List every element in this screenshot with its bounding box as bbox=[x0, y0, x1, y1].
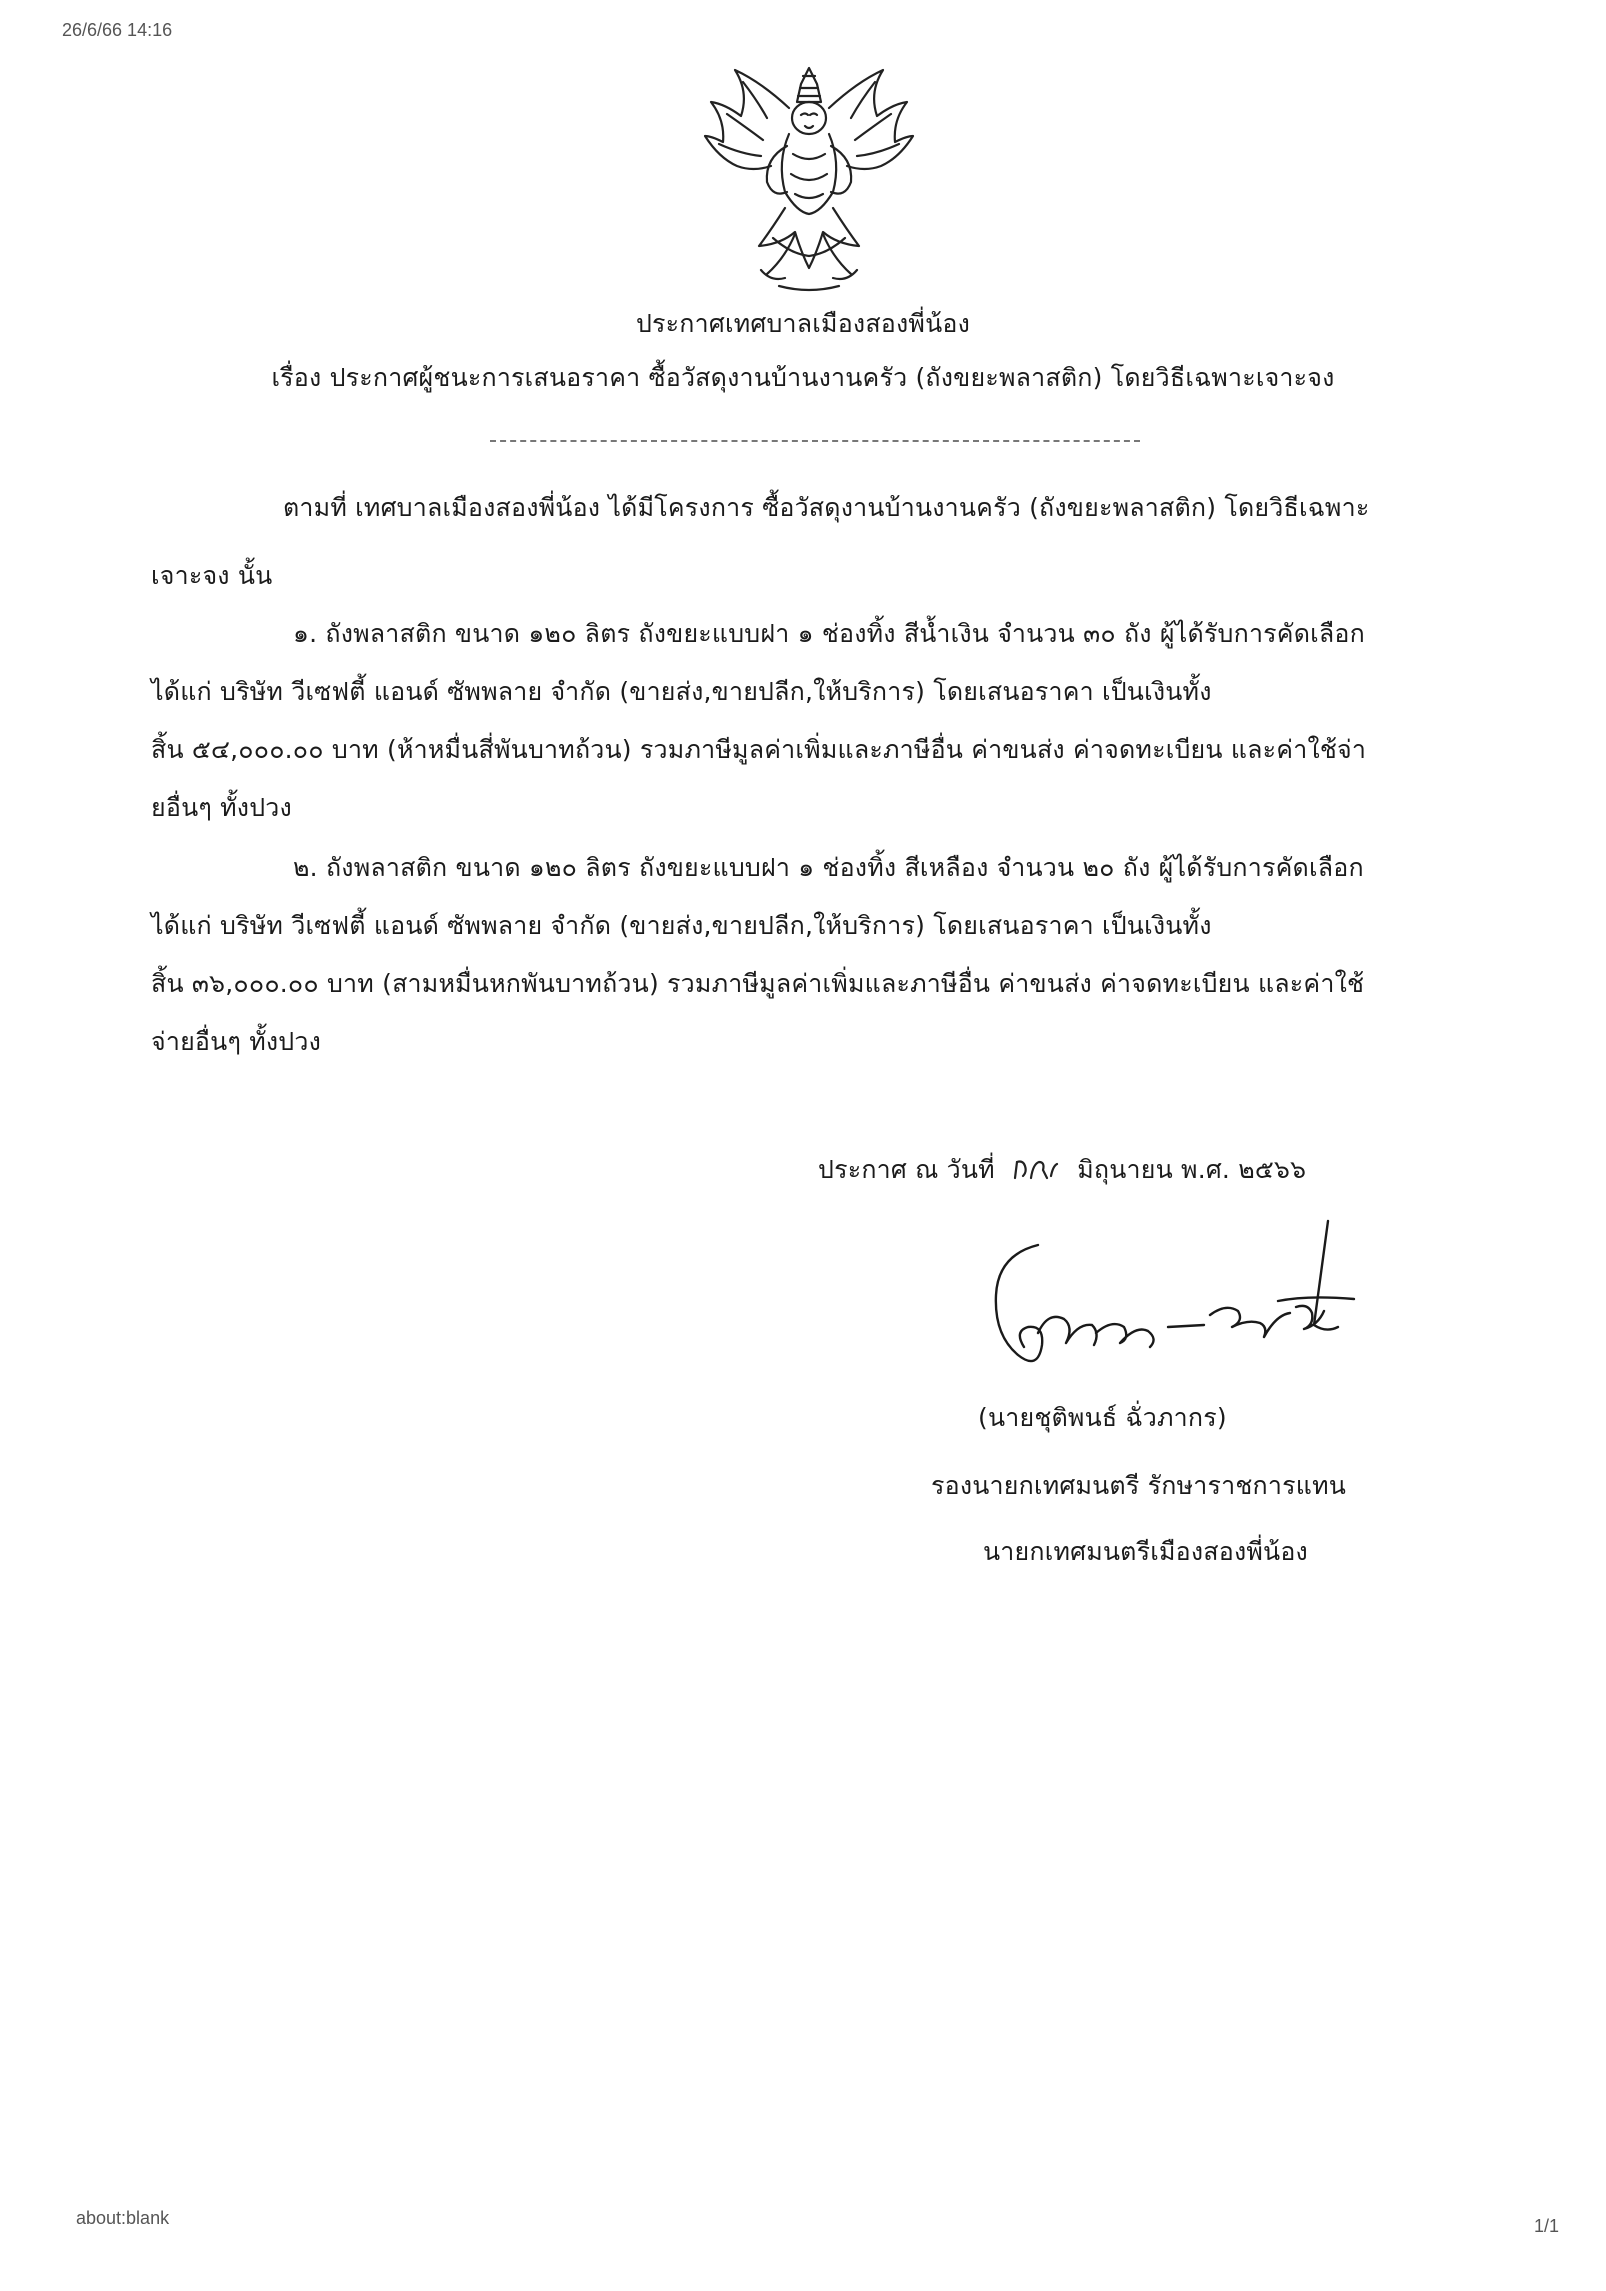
signatory-position: รองนายกเทศมนตรี รักษาราชการแทน bbox=[931, 1471, 1347, 1500]
signatory-office: นายกเทศมนตรีเมืองสองพี่น้อง bbox=[983, 1537, 1308, 1566]
item-2-line-3: สิ้น ๓๖,๐๐๐.๐๐ บาท (สามหมื่นหกพันบาทถ้วน) รวมภาษีมูลค่าเพิ่มและภาษีอื่น ค่าขนส่ง ค่าจดทะเบียน และค่าใช้ bbox=[151, 969, 1365, 998]
date-prefix: ประกาศ ณ วันที่ bbox=[818, 1155, 995, 1184]
item-1-line-4: ยอื่นๆ ทั้งปวง bbox=[151, 793, 292, 822]
print-url: about:blank bbox=[76, 2208, 170, 2228]
item-2-line-2: ได้แก่ บริษัท วีเซฟตี้ แอนด์ ซัพพลาย จำกัด (ขายส่ง,ขายปลีก,ให้บริการ) โดยเสนอราคา เป็นเงินทั้ง bbox=[151, 911, 1212, 940]
item-2-line-4: จ่ายอื่นๆ ทั้งปวง bbox=[151, 1027, 322, 1056]
announcement-subject: เรื่อง ประกาศผู้ชนะการเสนอราคา ซื้อวัสดุงานบ้านงานครัว (ถังขยะพลาสติก) โดยวิธีเฉพาะเจาะจง bbox=[271, 363, 1335, 392]
date-month-year: มิถุนายน พ.ศ. ๒๕๖๖ bbox=[1077, 1155, 1307, 1184]
intro-line-2: เจาะจง นั้น bbox=[151, 561, 273, 590]
item-2-line-1: ๒. ถังพลาสติก ขนาด ๑๒๐ ลิตร ถังขยะแบบฝา ๑ ช่องทิ้ง สีเหลือง จำนวน ๒๐ ถัง ผู้ได้รับการคัดเลือก bbox=[293, 853, 1364, 882]
announcement-issuer: ประกาศเทศบาลเมืองสองพี่น้อง bbox=[635, 309, 970, 338]
item-1-line-1: ๑. ถังพลาสติก ขนาด ๑๒๐ ลิตร ถังขยะแบบฝา ๑ ช่องทิ้ง สีน้ำเงิน จำนวน ๓๐ ถัง ผู้ได้รับการคัดเลือก bbox=[293, 619, 1365, 648]
handwritten-day-icon bbox=[1011, 1156, 1061, 1186]
print-timestamp: 26/6/66 14:16 bbox=[62, 20, 173, 40]
heading-divider bbox=[490, 440, 1140, 442]
garuda-emblem-icon bbox=[701, 62, 917, 294]
announcement-date bbox=[818, 1150, 1306, 1190]
print-page-count: 1/1 bbox=[1534, 2216, 1560, 2236]
item-1-line-3: สิ้น ๕๔,๐๐๐.๐๐ บาท (ห้าหมื่นสี่พันบาทถ้วน) รวมภาษีมูลค่าเพิ่มและภาษีอื่น ค่าขนส่ง ค่าจดทะเบียน และค่าใช้จ่า bbox=[151, 735, 1367, 764]
intro-line-1: ตามที่ เทศบาลเมืองสองพี่น้อง ได้มีโครงการ ซื้อวัสดุงานบ้านงานครัว (ถังขยะพลาสติก) โดยวิธีเฉพาะ bbox=[283, 493, 1370, 522]
signature-image bbox=[978, 1215, 1358, 1385]
item-1-line-2: ได้แก่ บริษัท วีเซฟตี้ แอนด์ ซัพพลาย จำกัด (ขายส่ง,ขายปลีก,ให้บริการ) โดยเสนอราคา เป็นเงินทั้ง bbox=[151, 677, 1212, 706]
signatory-name: (นายชุติพนธ์ ฉั่วภากร) bbox=[978, 1403, 1227, 1432]
